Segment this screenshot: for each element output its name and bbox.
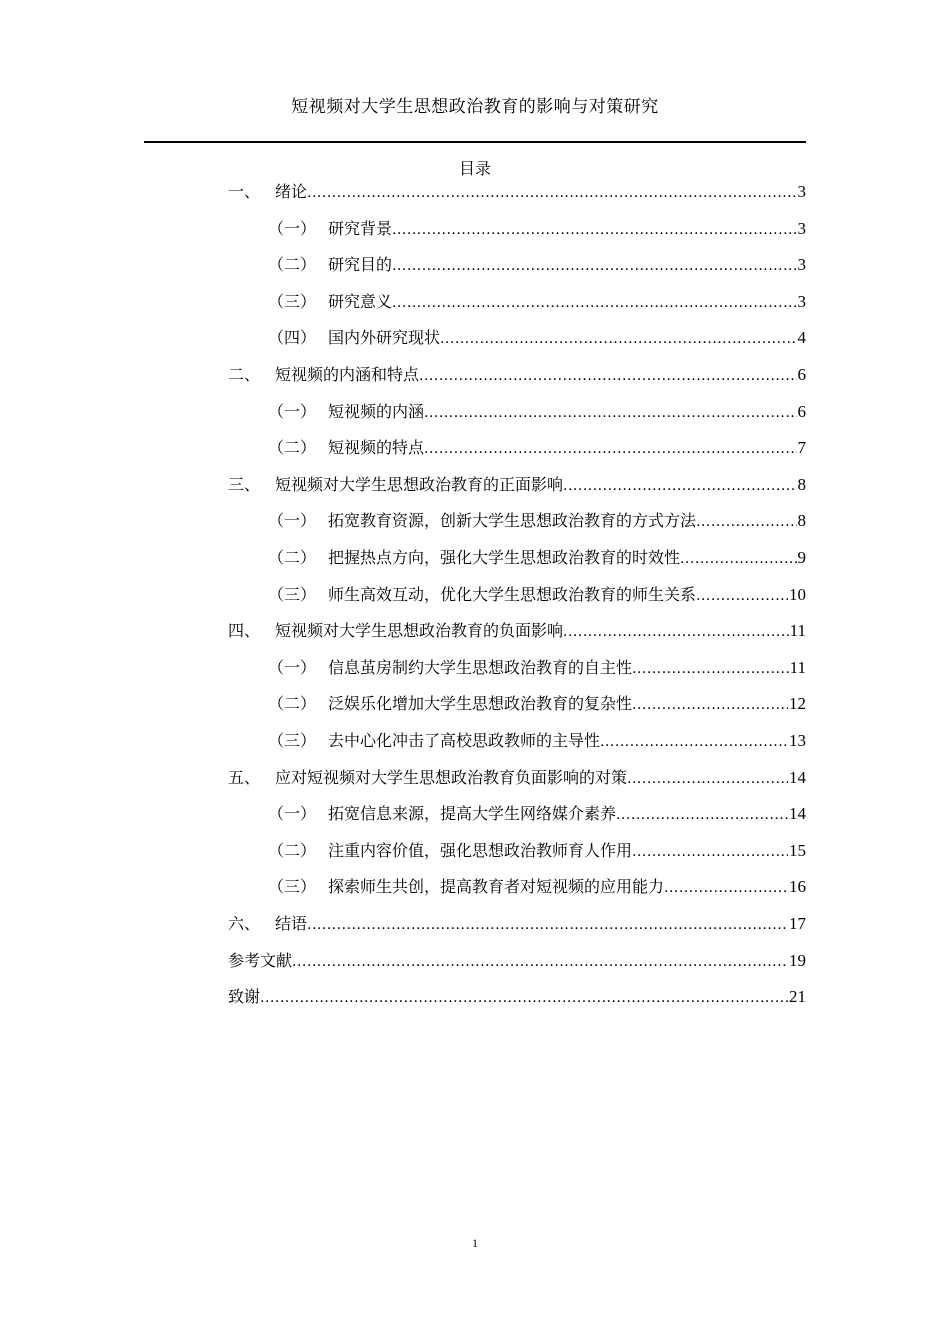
toc-entry-number: 四、 — [228, 621, 261, 640]
toc-entry-number: （一） — [268, 402, 317, 421]
toc-entry-number: （二） — [268, 694, 317, 713]
toc-entry-title: 拓宽信息来源，提高大学生网络媒介素养 — [328, 804, 617, 823]
toc-entry-title: 短视频对大学生思想政治教育的负面影响 — [275, 621, 564, 640]
toc-entry-page: 9 — [797, 548, 806, 567]
toc-entry[interactable] — [268, 253, 806, 277]
toc-entry[interactable] — [268, 509, 806, 533]
toc-dot-leader — [292, 950, 788, 974]
toc-entry-page: 13 — [789, 731, 806, 750]
toc-dot-leader — [392, 291, 796, 315]
toc-entry[interactable] — [268, 436, 806, 460]
toc-entry-number: （一） — [268, 511, 317, 530]
toc-entry[interactable] — [228, 619, 806, 643]
toc-entry[interactable] — [268, 692, 806, 716]
toc-entry-title: 参考文献 — [228, 951, 293, 970]
toc-entry[interactable] — [228, 180, 806, 204]
toc-entry-number: （二） — [268, 438, 317, 457]
toc-entry-number: 一、 — [228, 182, 261, 201]
toc-entry-title: 结语 — [275, 914, 308, 933]
toc-entry-title: 去中心化冲击了高校思政教师的主导性 — [328, 731, 601, 750]
toc-dot-leader — [424, 401, 796, 425]
toc-entry-page: 16 — [789, 877, 806, 896]
toc-entry-title: 短视频的内涵 — [328, 402, 425, 421]
toc-entry-page: 11 — [789, 621, 806, 640]
toc-entry-page: 14 — [789, 804, 806, 823]
toc-entry[interactable] — [228, 766, 806, 790]
toc-dot-leader — [627, 767, 788, 791]
toc-entry-title: 短视频的内涵和特点 — [275, 365, 420, 384]
toc-entry-number: （三） — [268, 877, 317, 896]
toc-entry[interactable] — [268, 583, 806, 607]
toc-entry[interactable] — [268, 729, 806, 753]
toc-entry-number: （二） — [268, 548, 317, 567]
toc-entry[interactable] — [268, 802, 806, 826]
toc-entry-number: （一） — [268, 219, 317, 238]
page-number: 1 — [472, 1236, 478, 1250]
toc-entry-title: 泛娱乐化增加大学生思想政治教育的复杂性 — [328, 694, 633, 713]
toc-entry-title: 研究背景 — [328, 219, 393, 238]
toc-entry[interactable] — [228, 949, 806, 973]
toc-dot-leader — [260, 986, 788, 1010]
toc-heading: 目录 — [458, 159, 491, 178]
toc-dot-leader — [632, 693, 788, 717]
toc-entry-page: 3 — [797, 255, 806, 274]
toc-entry-page: 19 — [789, 951, 806, 970]
toc-entry-title: 致谢 — [228, 987, 261, 1006]
toc-entry[interactable] — [268, 217, 806, 241]
toc-dot-leader — [392, 218, 796, 242]
toc-entry[interactable] — [268, 400, 806, 424]
toc-entry-title: 师生高效互动，优化大学生思想政治教育的师生关系 — [328, 585, 697, 604]
toc-entry-title: 短视频的特点 — [328, 438, 425, 457]
toc-entry-number: （三） — [268, 292, 317, 311]
toc-entry-page: 6 — [797, 402, 806, 421]
toc-entry-number: （四） — [268, 328, 317, 347]
toc-entry-title: 研究目的 — [328, 255, 393, 274]
toc-entry-page: 12 — [789, 694, 806, 713]
toc-dot-leader — [419, 364, 796, 388]
toc-entry-title: 绪论 — [275, 182, 308, 201]
toc-entry-page: 3 — [797, 292, 806, 311]
toc-entry-title: 国内外研究现状 — [328, 328, 441, 347]
toc-entry-page: 21 — [789, 987, 806, 1006]
toc-entry-number: 三、 — [228, 475, 261, 494]
toc-entry-number: 二、 — [228, 365, 261, 384]
toc-entry[interactable] — [268, 290, 806, 314]
toc-dot-leader — [563, 474, 796, 498]
toc-entry-page: 3 — [797, 182, 806, 201]
toc-entry-title: 把握热点方向，强化大学生思想政治教育的时效性 — [328, 548, 681, 567]
toc-entry-page: 10 — [789, 585, 806, 604]
toc-entry-page: 15 — [789, 841, 806, 860]
toc-dot-leader — [632, 657, 789, 681]
toc-entry[interactable] — [268, 546, 806, 570]
toc-dot-leader — [632, 840, 788, 864]
running-header-title: 短视频对大学生思想政治教育的影响与对策研究 — [291, 97, 659, 117]
toc-entry-page: 17 — [789, 914, 806, 933]
toc-entry[interactable] — [228, 985, 806, 1009]
toc-entry[interactable] — [268, 839, 806, 863]
toc-dot-leader — [563, 620, 789, 644]
toc-entry-title: 短视频对大学生思想政治教育的正面影响 — [275, 475, 564, 494]
toc-entry-page: 11 — [789, 658, 806, 677]
toc-entry-title: 应对短视频对大学生思想政治教育负面影响的对策 — [275, 768, 628, 787]
toc-dot-leader — [600, 730, 788, 754]
toc-entry-number: （三） — [268, 585, 317, 604]
toc-dot-leader — [616, 803, 788, 827]
toc-entry-number: 六、 — [228, 914, 261, 933]
toc-entry-title: 信息茧房制约大学生思想政治教育的自主性 — [328, 658, 633, 677]
toc-entry-page: 4 — [797, 328, 806, 347]
toc-entry-page: 3 — [797, 219, 806, 238]
toc-dot-leader — [440, 327, 796, 351]
toc-dot-leader — [696, 510, 796, 534]
toc-entry-page: 7 — [797, 438, 806, 457]
toc-entry-title: 探索师生共创，提高教育者对短视频的应用能力 — [328, 877, 665, 896]
toc-entry[interactable] — [228, 912, 806, 936]
toc-entry-page: 8 — [797, 475, 806, 494]
toc-entry-page: 6 — [797, 365, 806, 384]
toc-entry-title: 注重内容价值，强化思想政治教师育人作用 — [328, 841, 633, 860]
toc-entry-number: （一） — [268, 658, 317, 677]
toc-entry-title: 拓宽教育资源，创新大学生思想政治教育的方式方法 — [328, 511, 697, 530]
toc-entry[interactable] — [268, 656, 806, 680]
toc-entry[interactable] — [228, 473, 806, 497]
toc-entry[interactable] — [268, 326, 806, 350]
toc-dot-leader — [696, 584, 788, 608]
toc-dot-leader — [307, 913, 788, 937]
toc-entry-page: 14 — [789, 768, 806, 787]
toc-dot-leader — [664, 876, 788, 900]
toc-dot-leader — [680, 547, 796, 571]
toc-entry-title: 研究意义 — [328, 292, 393, 311]
toc-entry-number: 五、 — [228, 768, 261, 787]
toc-entry[interactable] — [268, 875, 806, 899]
toc-entry-number: （三） — [268, 731, 317, 750]
toc-dot-leader — [392, 254, 796, 278]
toc-entry-page: 8 — [797, 511, 806, 530]
toc-dot-leader — [307, 181, 796, 205]
toc-entry-number: （二） — [268, 841, 317, 860]
toc-entry[interactable] — [228, 363, 806, 387]
toc-entry-number: （一） — [268, 804, 317, 823]
toc-entry-number: （二） — [268, 255, 317, 274]
toc-dot-leader — [424, 437, 796, 461]
